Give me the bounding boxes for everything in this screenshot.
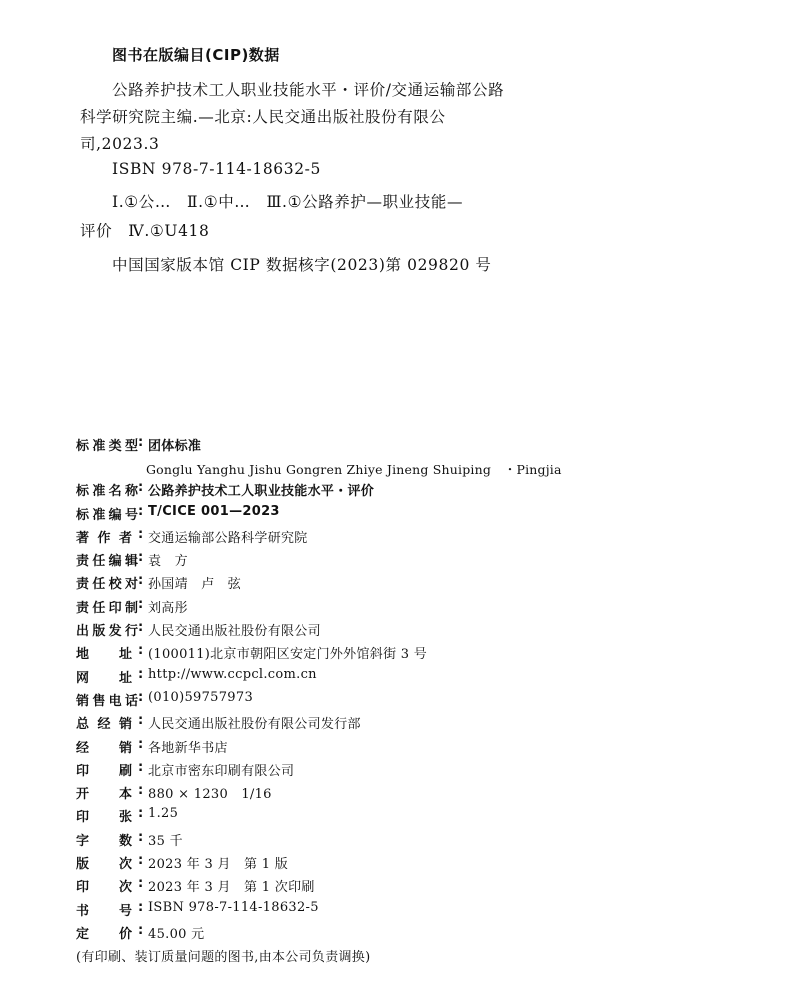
publication-info-table — [76, 435, 716, 946]
info-label: 标 准 编 号 — [76, 507, 138, 523]
info-colon: : — [138, 922, 144, 938]
quality-note: (有印刷、装订质量问题的图书,由本公司负责调换) — [76, 950, 371, 965]
info-colon: : — [138, 643, 144, 659]
cip-line-3: 司,2023.3 — [80, 135, 160, 153]
info-value: 团体标准 — [148, 439, 202, 454]
info-label: 定 价 — [76, 926, 132, 942]
info-colon: : — [138, 550, 144, 566]
info-value: 公路养护技术工人职业技能水平・评价 — [148, 484, 375, 500]
pinyin-title-row — [76, 458, 716, 480]
info-label: 版 次 — [76, 857, 132, 873]
info-row — [76, 435, 716, 458]
info-value: 交通运输部公路科学研究院 — [148, 530, 308, 546]
info-row — [76, 480, 716, 503]
info-row — [76, 597, 716, 620]
info-row — [76, 667, 716, 690]
info-row — [76, 527, 716, 550]
info-row — [76, 853, 716, 876]
info-row — [76, 923, 716, 946]
info-value: 2023 年 3 月 第 1 版 — [148, 857, 289, 873]
info-colon: : — [138, 503, 144, 519]
info-label: 经 销 — [76, 740, 132, 756]
cip-line-1: 公路养护技术工人职业技能水平・评价/交通运输部公路 — [112, 81, 505, 99]
info-label: 网 址 — [76, 670, 132, 686]
pinyin-title: Gonglu Yanghu Jishu Gongren Zhiye Jineng Shuiping ・Pingjia — [146, 462, 562, 478]
info-label: 著 作 者 — [76, 530, 132, 546]
info-colon: : — [138, 526, 144, 542]
info-colon: : — [138, 759, 144, 775]
info-value: ISBN 978-7-114-18632-5 — [148, 899, 319, 915]
info-value: 刘高彤 — [148, 600, 188, 616]
info-value: (010)59757973 — [148, 689, 254, 705]
info-colon: : — [138, 666, 144, 682]
info-label: 印 刷 — [76, 763, 132, 779]
info-colon: : — [138, 689, 144, 705]
cip-classification-2: 评价 Ⅳ.①U418 — [80, 222, 210, 240]
info-label: 责 任 印 制 — [76, 600, 138, 616]
info-row — [76, 573, 716, 596]
info-value: 北京市密东印刷有限公司 — [148, 763, 295, 779]
info-row — [76, 620, 716, 643]
info-row — [76, 550, 716, 573]
info-value: 880 × 1230 1/16 — [148, 787, 272, 803]
info-colon: : — [138, 829, 144, 845]
info-label: 标 准 名 称 — [76, 484, 138, 500]
info-label: 印 张 — [76, 810, 132, 826]
cip-line-2: 科学研究院主编.—北京:人民交通出版社股份有限公 — [80, 108, 446, 126]
cip-classification-1: Ⅰ.①公… Ⅱ.①中… Ⅲ.①公路养护—职业技能— — [112, 193, 464, 211]
info-colon: : — [138, 783, 144, 799]
info-label: 字 数 — [76, 833, 132, 849]
info-label: 总 经 销 — [76, 717, 132, 733]
info-colon: : — [138, 435, 144, 450]
info-label: 责 任 校 对 — [76, 577, 138, 593]
info-value: 袁 方 — [148, 554, 188, 570]
info-colon: : — [138, 853, 144, 869]
cip-record-number: 中国国家版本馆 CIP 数据核字(2023)第 029820 号 — [112, 256, 492, 274]
info-label: 印 次 — [76, 880, 132, 896]
info-row — [76, 737, 716, 760]
info-colon: : — [138, 620, 144, 636]
info-colon: : — [138, 480, 144, 496]
info-row — [76, 504, 716, 527]
info-colon: : — [138, 736, 144, 752]
info-value: (100011)北京市朝阳区安定门外外馆斜街 3 号 — [148, 647, 428, 663]
info-label: 责 任 编 辑 — [76, 554, 138, 570]
info-colon: : — [138, 596, 144, 612]
info-value: 各地新华书店 — [148, 740, 228, 756]
info-row — [76, 713, 716, 736]
info-row — [76, 900, 716, 923]
info-row — [76, 690, 716, 713]
info-row — [76, 806, 716, 829]
info-label: 地 址 — [76, 647, 132, 663]
info-label: 开 本 — [76, 787, 132, 803]
info-row — [76, 830, 716, 853]
info-row — [76, 643, 716, 666]
info-label: 书 号 — [76, 903, 132, 919]
info-row — [76, 876, 716, 899]
info-value: 人民交通出版社股份有限公司 — [148, 624, 321, 640]
info-value: 人民交通出版社股份有限公司发行部 — [148, 717, 361, 733]
info-row — [76, 783, 716, 806]
info-value: T/CICE 001—2023 — [148, 503, 280, 519]
info-colon: : — [138, 573, 144, 589]
info-colon: : — [138, 899, 144, 915]
info-row — [76, 760, 716, 783]
info-value: 35 千 — [148, 833, 183, 849]
info-colon: : — [138, 876, 144, 892]
info-value: http://www.ccpcl.com.cn — [148, 666, 317, 682]
cip-heading: 图书在版编目(CIP)数据 — [112, 46, 280, 64]
info-label: 出 版 发 行 — [76, 624, 138, 640]
info-value: 孙国靖 卢 弦 — [148, 577, 242, 593]
info-label: 标 准 类 型 — [76, 439, 138, 454]
info-value: 2023 年 3 月 第 1 次印刷 — [148, 880, 315, 896]
info-colon: : — [138, 713, 144, 729]
info-value: 1.25 — [148, 806, 179, 822]
info-colon: : — [138, 806, 144, 822]
info-value: 45.00 元 — [148, 926, 205, 942]
cip-isbn: ISBN 978-7-114-18632-5 — [112, 160, 321, 178]
info-label: 销 售 电 话 — [76, 693, 138, 709]
